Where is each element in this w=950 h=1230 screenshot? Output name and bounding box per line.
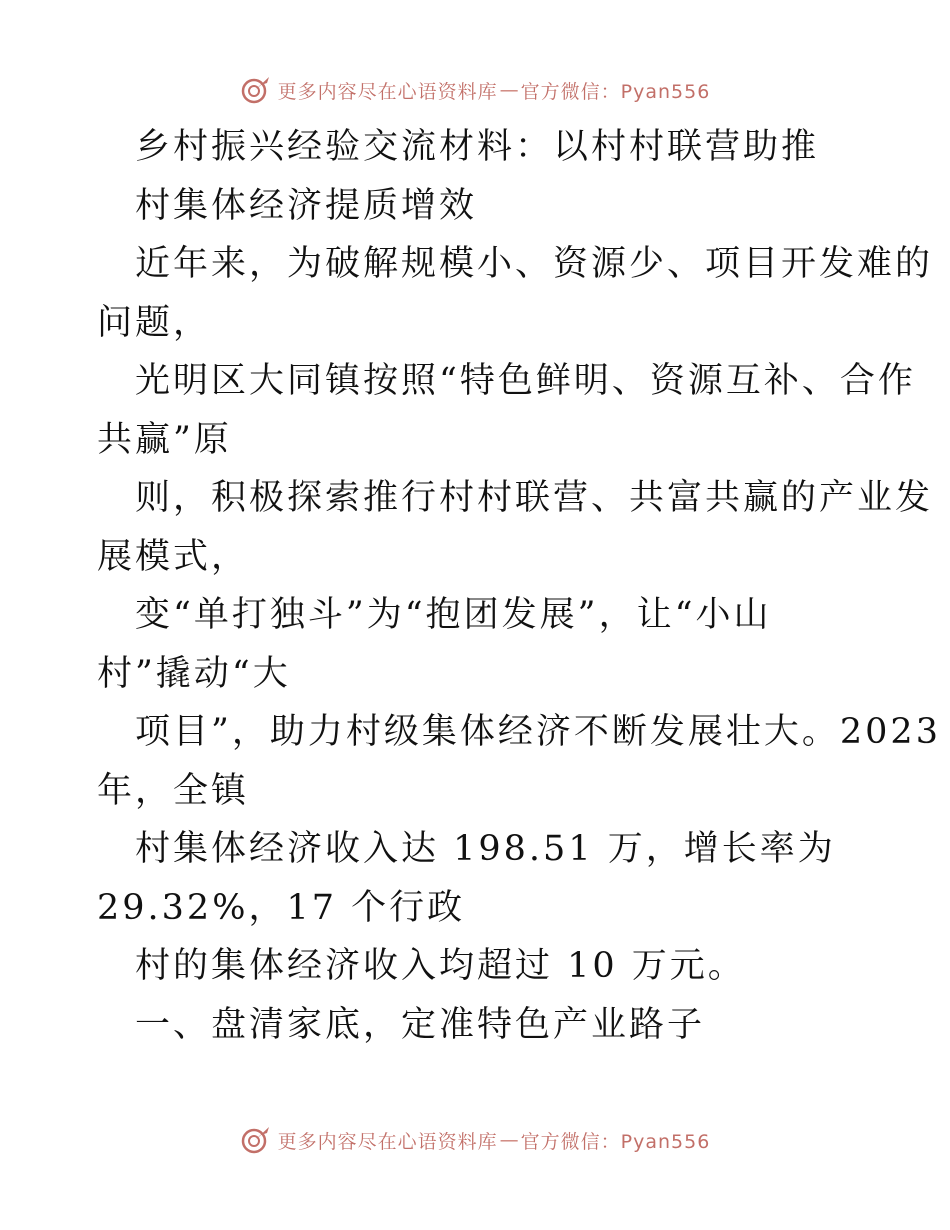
doc-line: 光明区大同镇按照“特色鲜明、资源互补、合作 [135,361,916,401]
watermark-dash: — [499,79,519,101]
doc-line: 共赢”原 [97,419,232,460]
doc-line: 村”撬动“大 [97,653,291,694]
doc-line: 则，积极探索推行村村联营、共富共赢的产业发 [135,478,934,518]
document-body [97,118,941,1054]
watermark-contact-text: 官方微信：Pyan556 [520,80,711,103]
watermark-site-text: 更多内容尽在心语资料库 [277,80,498,103]
doc-line: 村的集体经济收入均超过 10 万元。 [135,946,746,986]
doc-line: 项目”，助力村级集体经济不断发展壮大。2023 [135,712,941,752]
doc-line: 变“单打独斗”为“抱团发展”，让“小山 [135,595,772,635]
doc-line: 问题， [97,302,212,343]
watermark-dash: — [499,1129,519,1151]
doc-line: 29.32%，17 个行政 [97,887,466,928]
quill-logo-icon [240,1124,272,1156]
doc-line: 展模式， [97,536,250,577]
watermark-site-text: 更多内容尽在心语资料库 [277,1130,498,1153]
doc-line: 近年来，为破解规模小、资源少、项目开发难的 [135,244,934,284]
watermark-footer [0,1120,950,1160]
watermark-header [0,70,950,110]
doc-line: 村集体经济提质增效 [135,185,478,226]
doc-line: 年，全镇 [97,770,250,811]
doc-line: 乡村振兴经验交流材料：以村村联营助推 [135,127,820,167]
watermark-contact-text: 官方微信：Pyan556 [520,1130,711,1153]
doc-line: 村集体经济收入达 198.51 万，增长率为 [135,829,836,869]
quill-logo-icon [240,74,272,106]
section-heading: 一、盘清家底，定准特色产业路子 [135,1004,706,1045]
